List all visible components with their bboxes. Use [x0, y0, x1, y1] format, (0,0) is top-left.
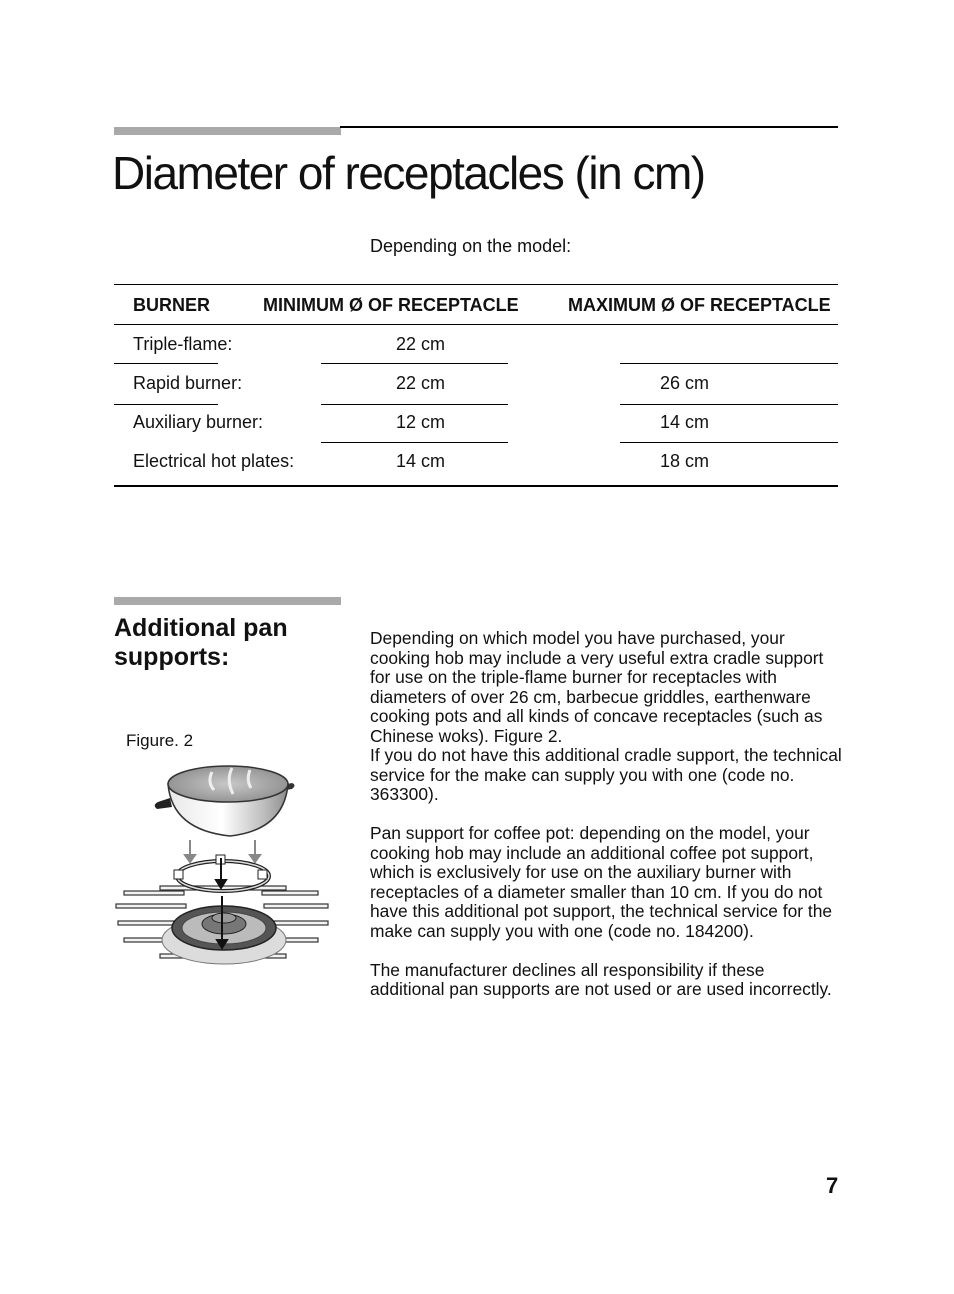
wok-handle-left — [155, 798, 172, 809]
table-cell-min: 12 cm — [396, 412, 446, 432]
section-rule-black — [340, 126, 838, 128]
row-rule — [620, 404, 838, 405]
page-number: 7 — [826, 1173, 839, 1198]
table-cell-burner: Triple-flame: — [133, 334, 233, 354]
wok-rim — [168, 766, 288, 802]
table-cell-min: 22 cm — [396, 334, 446, 354]
page-title: Diameter of receptacles (in cm) — [112, 147, 705, 199]
paragraph: Pan support for coffee pot: depending on the model, your cooking hob may include an additional coffee pot support, which is exclusively for use on the auxiliary burner with receptacles of a diameter smaller than 10 cm. If you do not have this additional pot support, the technical service for the make can supply you with one (code no. 184200). — [370, 823, 833, 941]
figure-caption: Figure. 2 — [126, 731, 194, 750]
table-cell-min: 22 cm — [396, 373, 446, 393]
row-rule — [620, 363, 838, 364]
header-burner: BURNER — [133, 295, 211, 315]
paragraph: The manufacturer declines all responsibility if these additional pan supports are not used or are used incorrectly. — [370, 959, 832, 999]
header-rule — [114, 324, 838, 325]
table-cell-max: 18 cm — [660, 451, 710, 471]
table-cell-burner: Electrical hot plates: — [133, 451, 295, 471]
row-rule — [114, 404, 218, 405]
row-rule — [321, 442, 508, 443]
row-rule — [321, 404, 508, 405]
paragraph: If you do not have this additional cradle support, the technical service for the make can supply you with one (code no. 363300). — [370, 745, 842, 804]
table-cell-min: 14 cm — [396, 451, 446, 471]
model-note: Depending on the model: — [370, 236, 572, 256]
section-body — [370, 629, 842, 1019]
row-rule — [620, 442, 838, 443]
table-cell-max: 14 cm — [660, 412, 710, 432]
section-rule-gray — [114, 127, 341, 135]
paragraph: Depending on which model you have purchased, your cooking hob may include a very useful extra cradle support for use on the triple-flame burner for receptacles with diameters of over 26 cm, barbecue griddles, earthenware cooking pots and all kinds of concave receptacles (such as Chinese woks). Figure 2. — [370, 628, 824, 746]
table-cell-burner: Rapid burner: — [133, 373, 243, 393]
table-bottom-rule — [114, 485, 838, 487]
section-rule-gray — [114, 597, 341, 605]
section-heading: Additional pan supports: — [114, 614, 288, 671]
row-rule — [321, 363, 508, 364]
table-cell-max: 26 cm — [660, 373, 710, 393]
row-rule — [114, 363, 218, 364]
table-cell-burner: Auxiliary burner: — [133, 412, 264, 432]
header-minimum: MINIMUM Ø OF RECEPTACLE — [263, 295, 519, 315]
wok-cradle-illustration — [112, 758, 334, 978]
table-top-rule — [114, 284, 838, 285]
header-maximum: MAXIMUM Ø OF RECEPTACLE — [568, 295, 831, 315]
